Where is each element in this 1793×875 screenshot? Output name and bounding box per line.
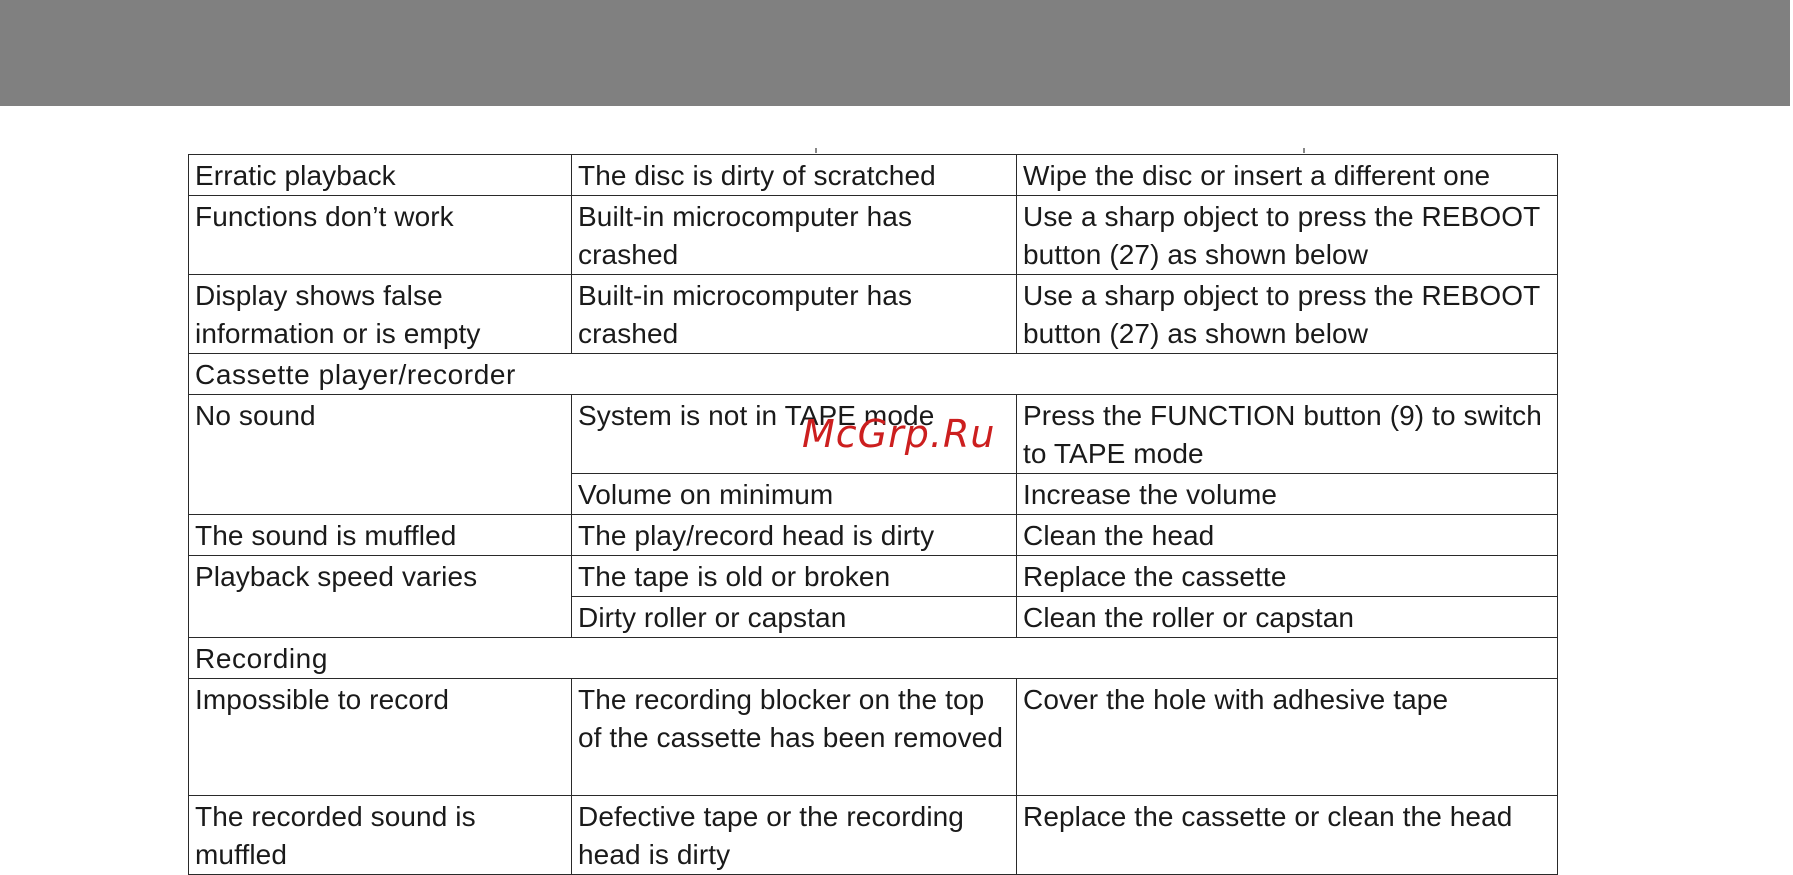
solution-cell: Wipe the disc or insert a different one [1017,155,1558,196]
cause-cell: System is not in TAPE mode [572,395,1017,474]
solution-cell: Increase the volume [1017,474,1558,515]
cause-cell: The play/record head is dirty [572,515,1017,556]
problem-cell: Functions don’t work [189,196,572,275]
problem-cell: The recorded sound is muffled [189,796,572,875]
table-row [189,275,1558,354]
problem-cell: Erratic playback [189,155,572,196]
header-bar [0,0,1793,106]
solution-cell: Replace the cassette or clean the head [1017,796,1558,875]
cause-cell: Volume on minimum [572,474,1017,515]
watermark-text: McGrp.Ru [802,412,996,456]
table-row [189,155,1558,196]
table-row [189,196,1558,275]
troubleshooting-table-wrapper [188,154,1557,875]
cause-cell: Built-in microcomputer has crashed [572,196,1017,275]
solution-cell: Clean the roller or capstan [1017,597,1558,638]
table-row [189,556,1558,597]
table-row [189,515,1558,556]
section-row-cassette [189,354,1558,395]
table-row [189,796,1558,875]
solution-cell: Cover the hole with adhesive tape [1017,679,1558,796]
problem-cell: Display shows false information or is empty [189,275,572,354]
problem-cell: The sound is muffled [189,515,572,556]
cause-cell: The tape is old or broken [572,556,1017,597]
cause-cell: Dirty roller or capstan [572,597,1017,638]
section-heading: Cassette player/recorder [189,354,1558,395]
solution-cell: Clean the head [1017,515,1558,556]
cause-cell: Defective tape or the recording head is dirty [572,796,1017,875]
problem-cell: Playback speed varies [189,556,572,638]
solution-cell: Replace the cassette [1017,556,1558,597]
problem-cell: No sound [189,395,572,515]
solution-cell: Press the FUNCTION button (9) to switch to TAPE mode [1017,395,1558,474]
section-heading: Recording [189,638,1558,679]
cause-cell: The recording blocker on the top of the cassette has been removed [572,679,1017,796]
solution-cell: Use a sharp object to press the REBOOT button (27) as shown below [1017,196,1558,275]
problem-cell: Impossible to record [189,679,572,796]
cause-cell: The disc is dirty of scratched [572,155,1017,196]
solution-cell: Use a sharp object to press the REBOOT button (27) as shown below [1017,275,1558,354]
troubleshooting-table [188,154,1558,875]
table-row [189,679,1558,796]
cause-cell: Built-in microcomputer has crashed [572,275,1017,354]
section-row-recording [189,638,1558,679]
